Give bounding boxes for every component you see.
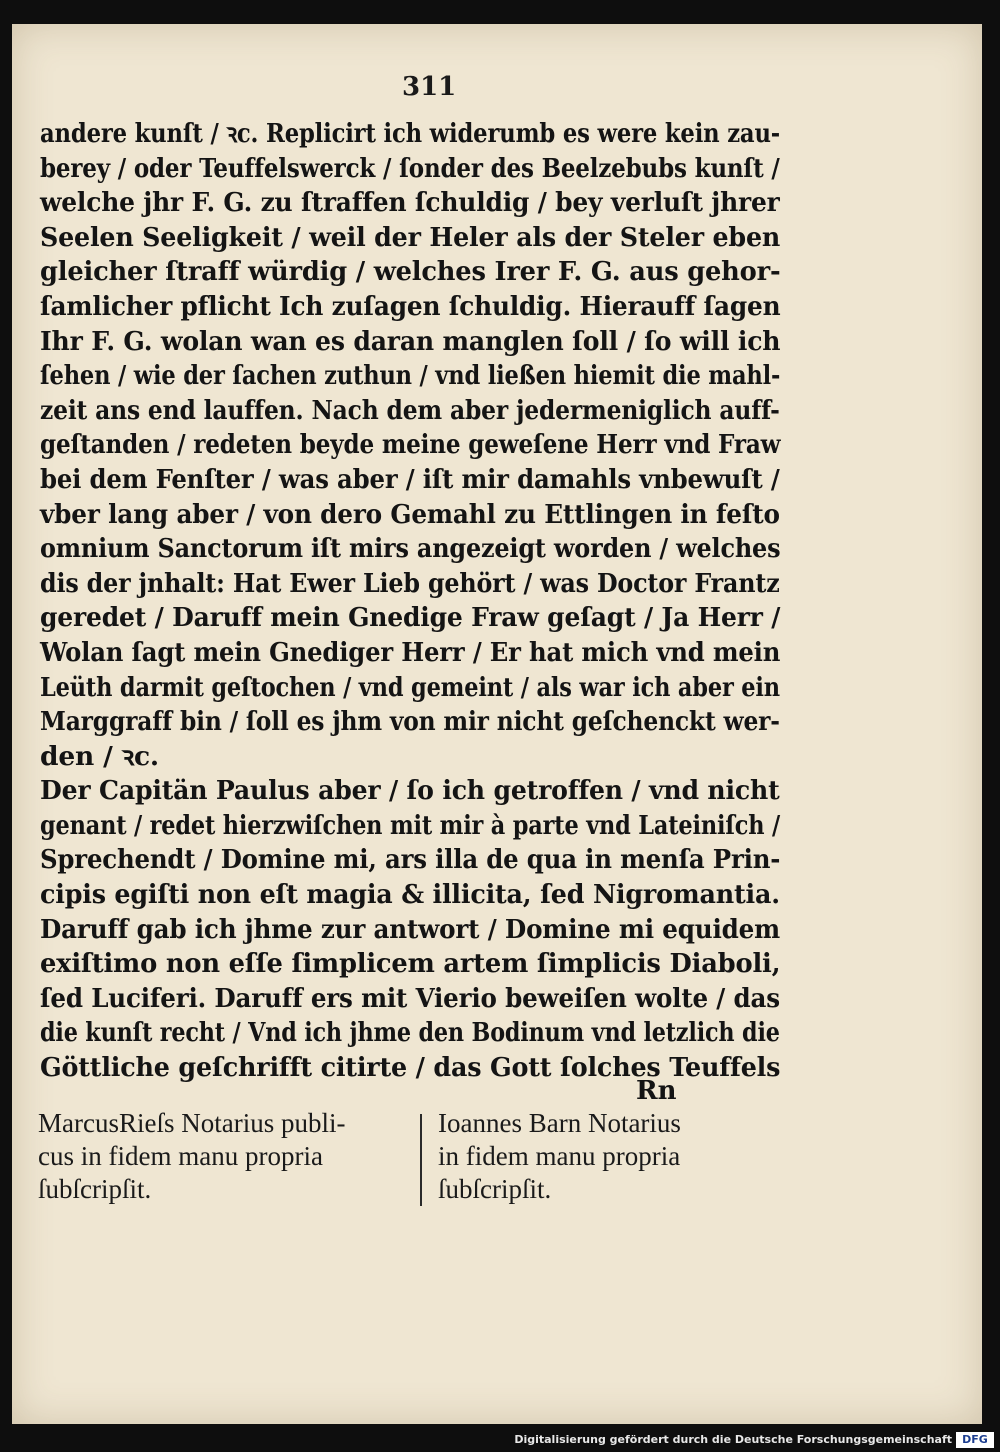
text-line: omnium Sanctorum iſt mirs angezeigt worden / welches — [40, 533, 781, 565]
document-page — [12, 24, 982, 1424]
text-line: die kunſt recht / Vnd ich jhme den Bodinum vnd letzlich die — [40, 1017, 780, 1049]
text-line: zeit ans end lauffen. Nach dem aber jedermeniglich auff- — [40, 394, 780, 426]
text-line: Marggraff bin / ſoll es jhm von mir nicht geſchenckt wer- — [40, 706, 780, 738]
text-line: berey / oder Teuffelswerck / ſonder des Beelzebubs kunſt / — [40, 152, 780, 184]
dfg-logo: DFG — [956, 1432, 994, 1448]
text-line: gleicher ſtraff würdig / welches Irer F. G. aus gehor- — [40, 256, 781, 288]
notary-line: ſubſcripſit. — [438, 1174, 552, 1204]
text-line: bei dem Fenſter / was aber / iſt mir damahls vnbewuſt / — [40, 463, 780, 495]
text-line: dis der jnhalt: Hat Ewer Lieb gehört / was Doctor Frantz — [40, 567, 780, 599]
text-line: Leüth darmit geſtochen / vnd gemeint / als war ich aber ein — [40, 671, 780, 703]
text-line: Ihr F. G. wolan wan es daran manglen ſoll / ſo will ich — [40, 325, 781, 357]
notary-line: Ioannes Barn Notarius — [438, 1108, 681, 1138]
text-line: Sprechendt / Domine mi, ars illa de qua in menſa Prin- — [40, 844, 781, 876]
digitization-credit: Digitalisierung gefördert durch die Deutsche Forschungsgemeinschaft — [514, 1433, 952, 1446]
text-line: ſed Luciferi. Daruff ers mit Vierio beweiſen wolte / das — [40, 982, 780, 1014]
text-line: welche jhr F. G. zu ſtraffen ſchuldig / bey verluſt jhrer — [40, 187, 780, 219]
text-line: exiſtimo non eſſe ſimplicem artem ſimplicis Diaboli, — [40, 948, 781, 980]
notary-signature-left — [38, 1107, 428, 1206]
text-line: Seelen Seeligkeit / weil der Heler als der Steler eben — [40, 221, 781, 253]
notary-line: ſubſcripſit. — [38, 1174, 152, 1204]
paragraph-start-line: Der Capitän Paulus aber / ſo ich getroffen / vnd nicht — [40, 775, 780, 807]
text-line: geſtanden / redeten beyde meine geweſene Herr vnd Fraw — [40, 429, 781, 461]
notary-divider — [420, 1114, 422, 1206]
text-line: Wolan ſagt mein Gnediger Herr / Er hat mich vnd mein — [40, 636, 781, 668]
notary-line: cus in fidem manu propria — [38, 1141, 323, 1171]
text-line: genant / redet hierzwiſchen mit mir à parte vnd Lateiniſch / — [40, 809, 781, 841]
catchword: Rn — [636, 1076, 677, 1106]
text-line: cipis egiſti non eſt magia & illicita, ſed Nigromantia. — [40, 879, 780, 911]
text-line: ſehen / wie der ſachen zuthun / vnd ließen hiemit die mahl- — [40, 360, 781, 392]
body-text — [40, 117, 780, 1086]
notary-signature-right — [438, 1107, 798, 1206]
text-line: Daruff gab ich jhme zur antwort / Domine mi equidem — [40, 913, 780, 945]
notary-line: MarcusRieſs Notarius publi- — [38, 1108, 346, 1138]
text-line: Göttliche geſchrifft citirte / das Gott ſolches Teuffels — [40, 1052, 781, 1084]
notary-line: in fidem manu propria — [438, 1141, 681, 1171]
page-number: 311 — [402, 72, 457, 102]
text-line: geredet / Daruff mein Gnedige Fraw geſagt / Ja Herr / — [40, 602, 781, 634]
text-line: vber lang aber / von dero Gemahl zu Ettlingen in feſto — [40, 498, 780, 530]
text-line: ſamlicher pflicht Ich zuſagen ſchuldig. Hierauff ſagen — [40, 290, 781, 322]
text-line: andere kunſt / ꝛc. Replicirt ich widerumb es were kein zau- — [40, 118, 781, 149]
text-line: den / ꝛc. — [40, 740, 159, 772]
